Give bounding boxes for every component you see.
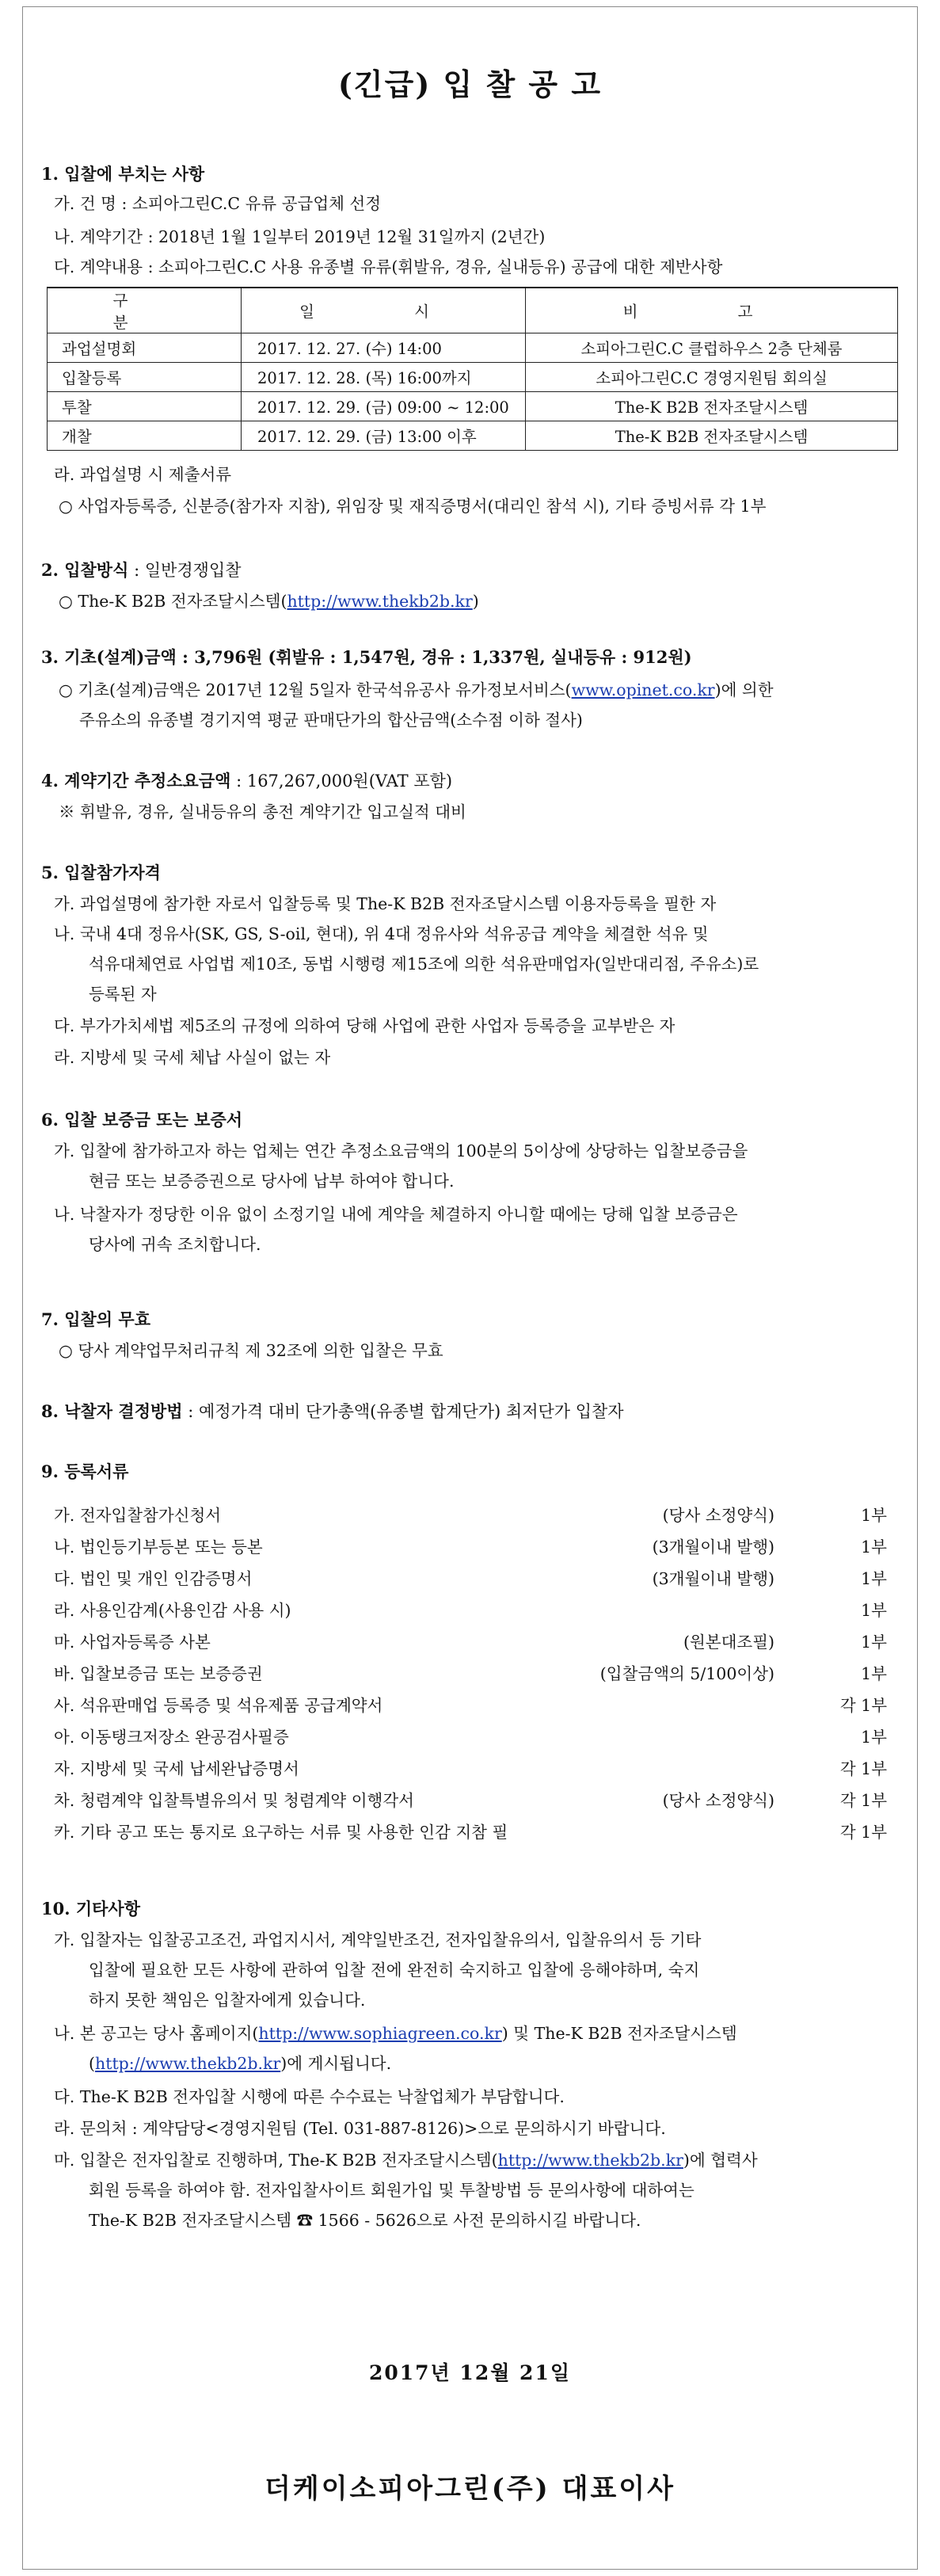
section-8-heading (41, 1399, 624, 1423)
table-header-cell: 일 시 (242, 288, 526, 333)
doc-label: 나. 법인등기부등본 또는 등본 (54, 1538, 263, 1557)
table-row (48, 333, 898, 363)
table-cell: 2017. 12. 28. (목) 16:00까지 (242, 363, 526, 392)
doc-count: 1부 (861, 1506, 887, 1525)
section-2-value: : 일반경쟁입찰 (128, 561, 242, 580)
doc-count: 각 1부 (839, 1759, 887, 1778)
table-cell: 입찰등록 (48, 363, 242, 392)
doc-row (54, 1565, 893, 1587)
s5-item-ra: 라. 지방세 및 국세 체납 사실이 없는 자 (54, 1048, 331, 1067)
table-row (48, 421, 898, 451)
doc-label: 가. 전자입찰참가신청서 (54, 1506, 222, 1525)
page-title: (긴급) 입 찰 공 고 (337, 67, 603, 102)
signature: 더케이소피아그린(주) 대표이사 (264, 2473, 676, 2505)
table-cell: 2017. 12. 29. (금) 09:00 ~ 12:00 (242, 392, 526, 421)
section-1-heading: 1. 입찰에 부치는 사항 (41, 164, 205, 184)
table-cell: The-K B2B 전자조달시스템 (526, 392, 898, 421)
s1-item-da: 다. 계약내용 : 소피아그린C.C 사용 유종별 유류(휘발유, 경유, 실내등유) 공급에 대한 제반사항 (54, 257, 723, 276)
s4-note: ※ 휘발유, 경유, 실내등유의 총전 계약기간 입고실적 대비 (59, 802, 466, 821)
table-cell: 2017. 12. 29. (금) 13:00 이후 (242, 421, 526, 451)
doc-row (54, 1660, 893, 1682)
s1-item-na: 나. 계약기간 : 2018년 1월 1일부터 2019년 12월 31일까지 (2년간) (54, 227, 546, 246)
thekb2b-link[interactable]: http://www.thekb2b.kr (497, 2151, 683, 2170)
s10-item-ma-1 (54, 2147, 758, 2170)
s6-item-na-1: 나. 낙찰자가 정당한 이유 없이 소정기일 내에 계약을 체결하지 아니할 때에는 당해 입찰 보증금은 (54, 1205, 738, 1224)
s7-note: ○ 당사 계약업무처리규칙 제 32조에 의한 입찰은 무효 (59, 1341, 443, 1360)
section-7-heading: 7. 입찰의 무효 (41, 1309, 150, 1329)
doc-row (54, 1692, 893, 1714)
s10-ma-suffix: )에 협력사 (683, 2151, 758, 2170)
opinet-link[interactable]: www.opinet.co.kr (571, 680, 715, 699)
s10-item-da: 다. The-K B2B 전자입찰 시행에 따른 수수료는 낙찰업체가 부담합니다. (54, 2087, 565, 2106)
doc-row (54, 1724, 893, 1746)
section-6-heading: 6. 입찰 보증금 또는 보증서 (41, 1110, 243, 1130)
table-cell: 투찰 (48, 392, 242, 421)
s1-item-ra: 라. 과업설명 시 제출서류 (54, 465, 232, 484)
section-10-heading: 10. 기타사항 (41, 1899, 140, 1919)
s2-suffix: ) (472, 592, 479, 611)
doc-label: 아. 이동탱크저장소 완공검사필증 (54, 1728, 289, 1747)
s5-item-ga: 가. 과업설명에 참가한 자로서 입찰등록 및 The-K B2B 전자조달시스템 이용자등록을 필한 자 (54, 894, 717, 913)
s3-line-1 (59, 676, 898, 700)
section-9-heading: 9. 등록서류 (41, 1461, 129, 1481)
thekb2b-link[interactable]: http://www.thekb2b.kr (287, 592, 473, 611)
s10-na2-suffix: )에 게시됩니다. (280, 2054, 392, 2073)
section-2-heading (41, 558, 242, 581)
s2-system-line (59, 588, 479, 612)
thekb2b-link[interactable]: http://www.thekb2b.kr (95, 2054, 281, 2073)
doc-row (54, 1819, 893, 1841)
table-cell: 2017. 12. 27. (수) 14:00 (242, 333, 526, 363)
doc-count: 1부 (861, 1664, 887, 1683)
doc-count: 1부 (861, 1569, 887, 1588)
table-cell: 개찰 (48, 421, 242, 451)
schedule-table (47, 287, 898, 451)
section-3-heading: 3. 기초(설계)금액 : 3,796원 (휘발유 : 1,547원, 경유 : 1,337원, 실내등유 : 912원) (41, 647, 692, 667)
s10-item-ma-3: The-K B2B 전자조달시스템 ☎ 1566 - 5626으로 사전 문의하시길 바랍니다. (89, 2211, 641, 2230)
doc-row (54, 1755, 893, 1778)
doc-row (54, 1534, 893, 1556)
table-row (48, 363, 898, 392)
table-header-cell: 구 분 (48, 288, 242, 333)
s3-prefix: ○ 기초(설계)금액은 2017년 12월 5일자 한국석유공사 유가정보서비스( (59, 680, 572, 699)
s3-line-2: 주유소의 유종별 경기지역 평균 판매단가의 합산금액(소수점 이하 절사) (79, 711, 583, 730)
s1-ra-documents: ○ 사업자등록증, 신분증(참가자 지참), 위임장 및 재직증명서(대리인 참석 시), 기타 증빙서류 각 1부 (59, 497, 767, 516)
s6-item-ga-2: 현금 또는 보증증권으로 당사에 납부 하여야 합니다. (89, 1172, 455, 1191)
doc-label: 차. 청렴계약 입찰특별유의서 및 청렴계약 이행각서 (54, 1791, 414, 1810)
doc-label: 자. 지방세 및 국세 납세완납증명서 (54, 1759, 299, 1778)
doc-label: 사. 석유판매업 등록증 및 석유제품 공급계약서 (54, 1696, 383, 1715)
doc-note: (당사 소정양식) (662, 1506, 774, 1525)
s10-item-ga-1: 가. 입찰자는 입찰공고조건, 과업지시서, 계약일반조건, 전자입찰유의서, 입찰유의서 등 기타 (54, 1930, 702, 1949)
s10-item-ra: 라. 문의처 : 계약담당<경영지원팀 (Tel. 031-887-8126)>으로 문의하시기 바랍니다. (54, 2119, 666, 2138)
doc-count: 1부 (861, 1633, 887, 1652)
s5-item-na-3: 등록된 자 (89, 985, 157, 1004)
s10-item-ga-3: 하지 못한 책임은 입찰자에게 있습니다. (89, 1991, 366, 2010)
doc-count: 1부 (861, 1601, 887, 1620)
table-row (48, 392, 898, 421)
s10-item-na-1 (54, 2020, 737, 2044)
doc-count: 1부 (861, 1728, 887, 1747)
section-8-title: 8. 낙찰자 결정방법 (41, 1401, 183, 1421)
s10-ma-prefix: 마. 입찰은 전자입찰로 진행하며, The-K B2B 전자조달시스템( (54, 2151, 498, 2170)
s5-item-da: 다. 부가가치세법 제5조의 규정에 의하여 당해 사업에 관한 사업자 등록증을 교부받은 자 (54, 1016, 676, 1035)
s1-item-ga: 가. 건 명 : 소피아그린C.C 유류 공급업체 선정 (54, 194, 382, 213)
s10-na-prefix: 나. 본 공고는 당사 홈페이지( (54, 2024, 259, 2043)
s3-suffix: )에 의한 (714, 680, 774, 699)
table-cell: 소피아그린C.C 클럽하우스 2층 단체룸 (526, 333, 898, 363)
table-cell: The-K B2B 전자조달시스템 (526, 421, 898, 451)
section-8-value: : 예정가격 대비 단가총액(유종별 합계단가) 최저단가 입찰자 (182, 1402, 624, 1421)
table-cell: 과업설명회 (48, 333, 242, 363)
s10-item-ga-2: 입찰에 필요한 모든 사항에 관하여 입찰 전에 완전히 숙지하고 입찰에 응해야하며, 숙지 (89, 1961, 700, 1980)
s6-item-ga-1: 가. 입찰에 참가하고자 하는 업체는 연간 추정소요금액의 100분의 5이상에 상당하는 입찰보증금을 (54, 1141, 748, 1160)
s10-na-suffix: ) 및 The-K B2B 전자조달시스템 (501, 2024, 737, 2043)
doc-label: 카. 기타 공고 또는 통지로 요구하는 서류 및 사용한 인감 지참 필 (54, 1823, 508, 1842)
s10-na2-prefix: ( (89, 2054, 95, 2073)
doc-label: 라. 사용인감계(사용인감 사용 시) (54, 1601, 291, 1620)
notice-date: 2017년 12월 21일 (368, 2361, 572, 2384)
s10-item-na-2 (89, 2050, 391, 2074)
table-header-cell: 비 고 (526, 288, 898, 333)
section-4-heading (41, 768, 452, 792)
doc-note: (당사 소정양식) (662, 1791, 774, 1810)
doc-count: 각 1부 (839, 1696, 887, 1715)
s5-item-na-1: 나. 국내 4대 정유사(SK, GS, S-oil, 현대), 위 4대 정유사와 석유공급 계약을 체결한 석유 및 (54, 924, 709, 943)
section-4-value: : 167,267,000원(VAT 포함) (230, 772, 453, 791)
doc-row (54, 1629, 893, 1651)
doc-note: (입찰금액의 5/100이상) (599, 1664, 774, 1683)
section-5-heading: 5. 입찰참가자격 (41, 863, 161, 882)
doc-count: 1부 (861, 1538, 887, 1557)
doc-count: 각 1부 (839, 1791, 887, 1810)
doc-label: 다. 법인 및 개인 인감증명서 (54, 1569, 253, 1588)
doc-note: (원본대조필) (683, 1633, 774, 1652)
doc-note: (3개월이내 발행) (652, 1569, 774, 1588)
doc-label: 바. 입찰보증금 또는 보증증권 (54, 1664, 263, 1683)
doc-label: 마. 사업자등록증 사본 (54, 1633, 211, 1652)
doc-row (54, 1597, 893, 1619)
s10-item-ma-2: 회원 등록을 하여야 함. 전자입찰사이트 회원가입 및 투찰방법 등 문의사항에 대하여는 (89, 2181, 695, 2200)
sophiagreen-link[interactable]: http://www.sophiagreen.co.kr (258, 2024, 502, 2043)
s2-prefix: ○ The-K B2B 전자조달시스템( (59, 592, 287, 611)
table-header-row (48, 288, 898, 333)
section-4-title: 4. 계약기간 추정소요금액 (41, 771, 231, 791)
doc-row (54, 1787, 893, 1809)
doc-count: 각 1부 (839, 1823, 887, 1842)
doc-row (54, 1502, 893, 1524)
section-2-title: 2. 입찰방식 (41, 560, 129, 580)
s6-item-na-2: 당사에 귀속 조치합니다. (89, 1235, 261, 1254)
table-cell: 소피아그린C.C 경영지원팀 회의실 (526, 363, 898, 392)
doc-note: (3개월이내 발행) (652, 1538, 774, 1557)
s5-item-na-2: 석유대체연료 사업법 제10조, 동법 시행령 제15조에 의한 석유판매업자(일반대리점, 주유소)로 (89, 955, 759, 974)
